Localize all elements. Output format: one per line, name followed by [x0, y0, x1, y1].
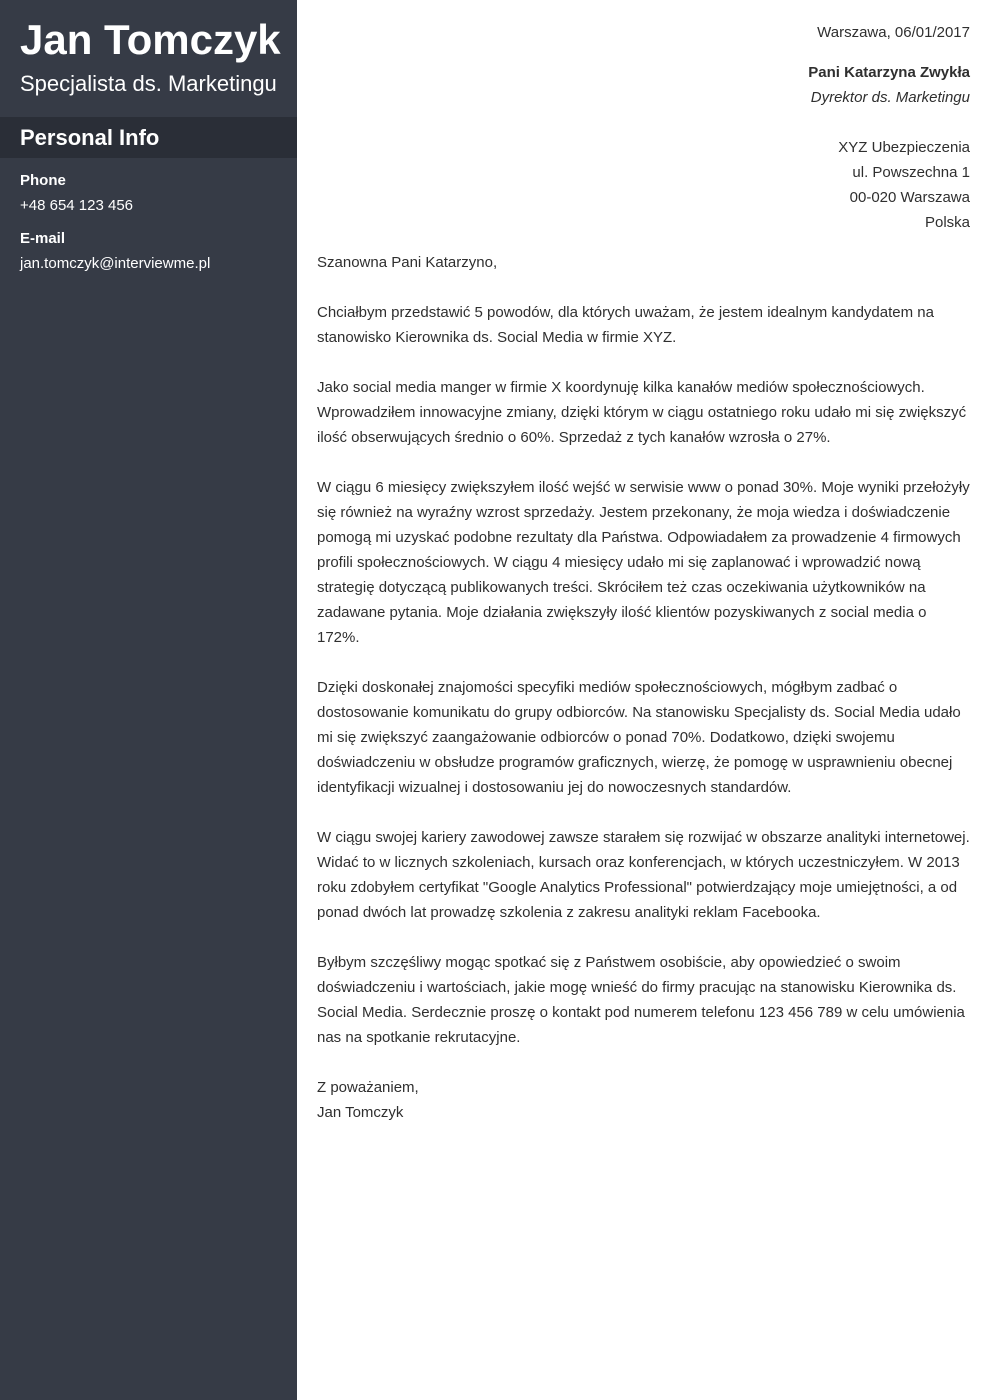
company-street: ul. Powszechna 1 — [852, 164, 970, 181]
company-country: Polska — [924, 214, 970, 231]
letter-signature: Jan Tomczyk — [317, 1104, 404, 1121]
letter-paragraph: W ciągu 6 miesięcy zwiększyłem ilość wejść w serwisie www o ponad 30%. Moje wyniki przełożyły się również na wyraźny wzrost sprzedaży. Jestem przekonany, że moja wiedza i doświadczenie pomogą mi uzyskać podobne rezultaty dla Państwa. Odpowiadałem za prowadzenie 4 firmowych profili społecznościowych. W ciągu 4 miesięcy udało mi się zaplanować i wprowadzić nową strategię dotyczącą publikowanych treści. Skróciłem też czas oczekiwania użytkowników na zadawane pytania. Moje działania zwiększyły ilość klientów pozyskiwanych z social media o 172%. — [317, 479, 970, 646]
sidebar — [0, 0, 297, 1400]
personal-info-header — [0, 117, 297, 158]
email-value: jan.tomczyk@interviewme.pl — [20, 255, 211, 272]
letter-paragraph: Byłbym szczęśliwy mogąc spotkać się z Państwem osobiście, aby opowiedzieć o swoim doświadczeniu i wartościach, jakie mogę wnieść do firmy pracując na stanowisku Kierownika ds. Social Media. Serdecznie proszę o kontakt pod numerem telefonu 123 456 789 w celu umówienia nas na spotkanie rekrutacyjne. — [317, 954, 965, 1046]
recipient-title: Dyrektor ds. Marketingu — [810, 89, 970, 106]
company-city: 00-020 Warszawa — [849, 189, 970, 206]
letter-paragraph: Jako social media manger w firmie X koordynuję kilka kanałów mediów społecznościowych. Wprowadziłem innowacyjne zmiany, dzięki którym w ciągu ostatniego roku udało mi się zwiększyć ilość obserwujących średnio o 60%. Sprzedaż z tych kanałów wzrosła o 27%. — [317, 379, 967, 446]
letter-paragraph: Chciałbym przedstawić 5 powodów, dla których uważam, że jestem idealnym kandydatem na stanowisko Kierownika ds. Social Media w firmie XYZ. — [317, 304, 934, 346]
phone-value: +48 654 123 456 — [20, 197, 134, 214]
phone-label: Phone — [20, 172, 66, 189]
letter-date: Warszawa, 06/01/2017 — [817, 24, 970, 41]
company-name: XYZ Ubezpieczenia — [838, 139, 970, 156]
email-label: E-mail — [20, 230, 66, 247]
letter-paragraph: Dzięki doskonałej znajomości specyfiki mediów społecznościowych, mógłbym zadbać o dostosowanie komunikatu do grupy odbiorców. Na stanowisku Specjalisty ds. Social Media udało mi się zwiększyć zaangażowanie odbiorców o ponad 70%. Dodatkowo, dzięki swojemu doświadczeniu w obsłudze programów graficznych, wierzę, że pomogę w usprawnieniu obecnej identyfikacji wizualnej i dostosowaniu jej do nowoczesnych standardów. — [317, 679, 961, 796]
recipient-name: Pani Katarzyna Zwykła — [808, 64, 970, 81]
letter-greeting: Szanowna Pani Katarzyno, — [317, 254, 498, 271]
applicant-title: Specjalista ds. Marketingu — [20, 71, 277, 96]
personal-info-heading: Personal Info — [20, 125, 160, 150]
letter-body — [317, 0, 970, 1400]
applicant-name: Jan Tomczyk — [20, 16, 281, 63]
letter-closing: Z poważaniem, — [317, 1079, 419, 1096]
letter-paragraph: W ciągu swojej kariery zawodowej zawsze starałem się rozwijać w obszarze analityki internetowej. Widać to w licznych szkoleniach, kursach oraz konferencjach, w których uczestniczyłem. W 2013 roku zdobyłem certyfikat "Google Analytics Professional" potwierdzający moje umiejętności, a od ponad dwóch lat prowadzę szkolenia z zakresu analityki reklam Facebooka. — [317, 829, 970, 921]
